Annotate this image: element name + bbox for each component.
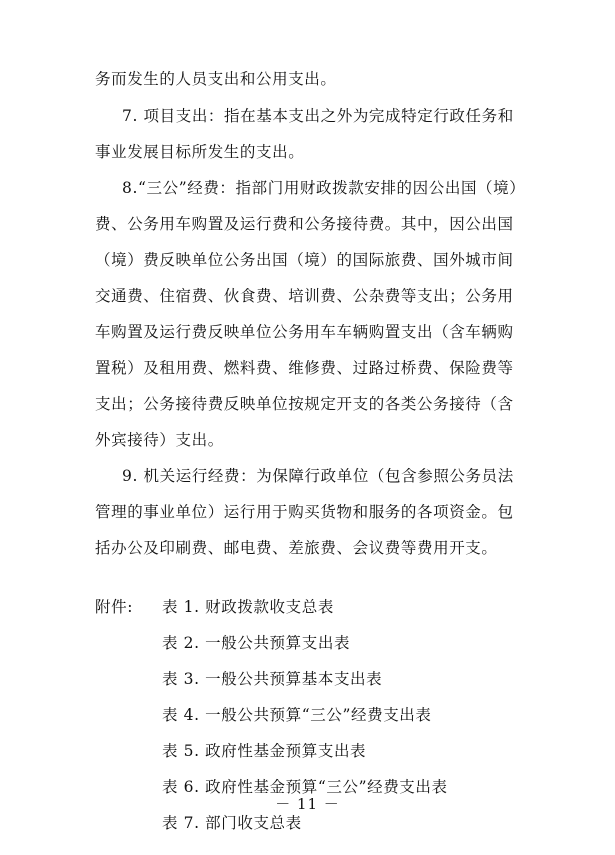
paragraph-line: 费、公务用车购置及运行费和公务接待费。其中，因公出国: [95, 215, 514, 233]
attachment-item: 表 6. 政府性基金预算“三公”经费支出表: [162, 778, 448, 796]
paragraph-line: 外宾接待）支出。: [95, 431, 224, 449]
paragraph-line: 7. 项目支出：指在基本支出之外为完成特定行政任务和: [122, 107, 514, 125]
attachment-item: 表 3. 一般公共预算基本支出表: [162, 670, 383, 688]
paragraph-line: 8.“三公”经费：指部门用财政拨款安排的因公出国（境）: [122, 179, 526, 197]
attachments-label: 附件:: [95, 598, 134, 616]
paragraph-line: 事业发展目标所发生的支出。: [95, 143, 305, 161]
paragraph-line: 车购置及运行费反映单位公务用车车辆购置支出（含车辆购: [95, 323, 514, 341]
page-number: － 11 －: [275, 795, 340, 813]
attachment-item: 表 1. 财政拨款收支总表: [162, 598, 334, 616]
attachment-item: 表 7. 部门收支总表: [162, 814, 302, 832]
attachment-item: 表 2. 一般公共预算支出表: [162, 634, 351, 652]
paragraph-line: 支出；公务接待费反映单位按规定开支的各类公务接待（含: [95, 395, 514, 413]
paragraph-line: 括办公及印刷费、邮电费、差旅费、会议费等费用开支。: [95, 539, 498, 557]
paragraph-line: （境）费反映单位公务出国（境）的国际旅费、国外城市间: [95, 251, 514, 269]
paragraph-line: 9. 机关运行经费：为保障行政单位（包含参照公务员法: [122, 467, 514, 485]
attachment-item: 表 4. 一般公共预算“三公”经费支出表: [162, 706, 432, 724]
attachment-item: 表 5. 政府性基金预算支出表: [162, 742, 367, 760]
paragraph-line: 交通费、住宿费、伙食费、培训费、公杂费等支出；公务用: [95, 287, 514, 305]
paragraph-line: 务而发生的人员支出和公用支出。: [95, 70, 337, 88]
paragraph-line: 置税）及租用费、燃料费、维修费、过路过桥费、保险费等: [95, 359, 514, 377]
paragraph-line: 管理的事业单位）运行用于购买货物和服务的各项资金。包: [95, 503, 514, 521]
